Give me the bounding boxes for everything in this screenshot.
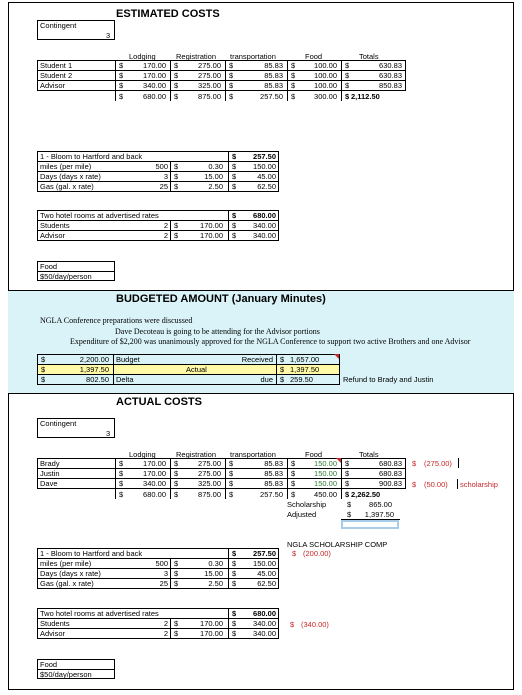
label: Advisor [40, 231, 66, 240]
est-travel-total: 257.50 [253, 152, 276, 161]
label: Days (days x rate) [40, 569, 101, 578]
qty: 25 [159, 182, 168, 191]
qty: 3 [163, 569, 168, 578]
act-header-totals: Totals [359, 450, 379, 459]
actual-contingent-value: 3 [106, 429, 111, 438]
cell: 900.83 [379, 479, 402, 488]
qty: 500 [155, 162, 168, 171]
est-food-label: Food [40, 262, 58, 271]
row-name: Dave [40, 479, 58, 488]
cell: 100.00 [314, 61, 337, 70]
total-cell: 875.00 [198, 490, 221, 499]
cell: 150.00 [314, 469, 337, 478]
scholarship-comp: NGLA SCHOLARSHIP COMP [287, 540, 388, 549]
amount: 45.00 [257, 172, 276, 181]
cell: 85.83 [264, 479, 283, 488]
act-header-lodging: Lodging [129, 450, 156, 459]
cell: 340.00 [143, 479, 166, 488]
qty: 2 [163, 231, 168, 240]
qty: 2 [163, 629, 168, 638]
est-food-value: $50/day/person [40, 272, 92, 281]
scholarship-label: Scholarship [287, 500, 327, 509]
act-hotel-total: 680.00 [253, 609, 276, 618]
cell: 170.00 [143, 469, 166, 478]
budget-title: BUDGETED AMOUNT (January Minutes) [116, 293, 326, 305]
est-hotel-title: Two hotel rooms at advertised rates [40, 211, 159, 220]
brady-note: (275.00) [424, 459, 452, 468]
estimated-title: ESTIMATED COSTS [116, 8, 220, 20]
budget-line-3: Expenditure of $2,200 was unanimously approved for the NGLA Conference to support two active Brothers and one Advisor [70, 337, 471, 346]
cell: 275.00 [198, 459, 221, 468]
travel-note: (200.00) [303, 549, 331, 558]
row-name: Advisor [40, 81, 66, 90]
cell: 85.83 [264, 81, 283, 90]
cell: 630.83 [379, 71, 402, 80]
cell: 680.83 [379, 469, 402, 478]
received-label: Received [241, 355, 273, 364]
qty: 25 [159, 579, 168, 588]
actual-contingent-label: Contingent [40, 419, 77, 428]
rate: 0.30 [208, 559, 223, 568]
act-food-value: $50/day/person [40, 670, 92, 679]
budget-label: Budget [116, 355, 140, 364]
cell: 170.00 [143, 71, 166, 80]
cell: 170.00 [143, 61, 166, 70]
estimated-contingent-label: Contingent [40, 21, 77, 30]
act-travel-title: 1 - Bloom to Hartford and back [40, 549, 143, 558]
amount: 340.00 [253, 231, 276, 240]
actual-label: Actual [186, 365, 207, 374]
est-header-transportation: transportation [230, 52, 276, 61]
actual-amount: 1,397.50 [79, 365, 109, 374]
est-header-registration: Registration [176, 52, 217, 61]
due-label: due [260, 375, 273, 384]
cell: 85.83 [264, 71, 283, 80]
qty: 3 [163, 172, 168, 181]
total-cell: 875.00 [198, 92, 221, 101]
est-hotel-total: 680.00 [253, 211, 276, 220]
label: Students [40, 221, 70, 230]
actual-title: ACTUAL COSTS [116, 396, 202, 408]
amount: 340.00 [253, 629, 276, 638]
estimated-contingent-value: 3 [106, 31, 111, 40]
cell: 100.00 [314, 71, 337, 80]
cell: 100.00 [314, 81, 337, 90]
cell: 170.00 [143, 459, 166, 468]
est-travel-title: 1 - Bloom to Hartford and back [40, 152, 143, 161]
label: Students [40, 619, 70, 628]
act-header-registration: Registration [176, 450, 217, 459]
cell: 150.00 [314, 479, 337, 488]
hotel-note: (340.00) [301, 620, 329, 629]
cell: 325.00 [198, 479, 221, 488]
total-cell: 680.00 [143, 92, 166, 101]
cell: 325.00 [198, 81, 221, 90]
rate: 170.00 [200, 231, 223, 240]
est-header-food: Food [305, 52, 323, 61]
grand-total: 2,112.50 [351, 92, 380, 101]
row-name: Student 2 [40, 71, 73, 80]
total-cell: 257.50 [260, 490, 283, 499]
rate: 2.50 [208, 182, 223, 191]
cell: 275.00 [198, 71, 221, 80]
row-name: Justin [40, 469, 60, 478]
adjusted-value: 1,397.50 [364, 510, 394, 519]
est-table [37, 60, 406, 91]
rate: 15.00 [204, 172, 223, 181]
delta-label: Delta [116, 375, 134, 384]
label: miles (per mile) [40, 559, 92, 568]
rate: 170.00 [200, 629, 223, 638]
budget-amount: 2,200.00 [79, 355, 109, 364]
amount: 150.00 [253, 162, 276, 171]
est-header-totals: Totals [359, 52, 379, 61]
rate: 0.30 [208, 162, 223, 171]
total-cell: 680.00 [143, 490, 166, 499]
budget-line-2: Dave Decoteau is going to be attending for the Advisor portions [115, 327, 320, 336]
comment-marker [334, 354, 339, 359]
qty: 2 [163, 221, 168, 230]
amount: 150.00 [253, 559, 276, 568]
budget-line-1: NGLA Conference preparations were discussed [40, 316, 193, 325]
act-hotel-title: Two hotel rooms at advertised rates [40, 609, 159, 618]
cell: 85.83 [264, 469, 283, 478]
act-food-label: Food [40, 660, 58, 669]
rate: 2.50 [208, 579, 223, 588]
label: Gas (gal. x rate) [40, 182, 94, 191]
amount: 340.00 [253, 619, 276, 628]
qty: 2 [163, 619, 168, 628]
cell: 340.00 [143, 81, 166, 90]
act-table [37, 458, 406, 489]
delta-amount: 802.50 [86, 375, 109, 384]
cell: 150.00 [314, 459, 337, 468]
cell: 85.83 [264, 61, 283, 70]
rate: 170.00 [200, 619, 223, 628]
row-name: Student 1 [40, 61, 73, 70]
amount: 62.50 [257, 579, 276, 588]
rate: 170.00 [200, 221, 223, 230]
selected-cell[interactable] [341, 520, 399, 529]
adjusted-label: Adjusted [287, 510, 317, 519]
cell: 850.83 [379, 81, 402, 90]
label: Advisor [40, 629, 66, 638]
act-header-transportation: transportation [230, 450, 276, 459]
due-amount: 259.50 [290, 375, 313, 384]
rate: 15.00 [204, 569, 223, 578]
est-header-lodging: Lodging [129, 52, 156, 61]
scholarship-value: 865.00 [369, 500, 392, 509]
grand-total: 2,262.50 [351, 490, 381, 499]
cell: 680.83 [379, 459, 402, 468]
total-cell: 257.50 [260, 92, 283, 101]
amount: 340.00 [253, 221, 276, 230]
total-cell: 450.00 [314, 490, 337, 499]
row-name: Brady [40, 459, 60, 468]
cell: 275.00 [198, 469, 221, 478]
refund-note: Refund to Brady and Justin [343, 375, 434, 384]
cell: 85.83 [264, 459, 283, 468]
cell: 630.83 [379, 61, 402, 70]
qty: 500 [155, 559, 168, 568]
actual-right-amount: 1,397.50 [290, 365, 320, 374]
dave-note: (50.00) [424, 480, 448, 489]
amount: 45.00 [257, 569, 276, 578]
total-cell: 300.00 [314, 92, 337, 101]
amount: 62.50 [257, 182, 276, 191]
act-travel-total: 257.50 [253, 549, 276, 558]
cell: 275.00 [198, 61, 221, 70]
label: miles (per mile) [40, 162, 92, 171]
received-amount: 1,657.00 [290, 355, 320, 364]
act-header-food: Food [305, 450, 323, 459]
scholarship-note: scholarship [460, 480, 498, 489]
label: Days (days x rate) [40, 172, 101, 181]
label: Gas (gal. x rate) [40, 579, 94, 588]
